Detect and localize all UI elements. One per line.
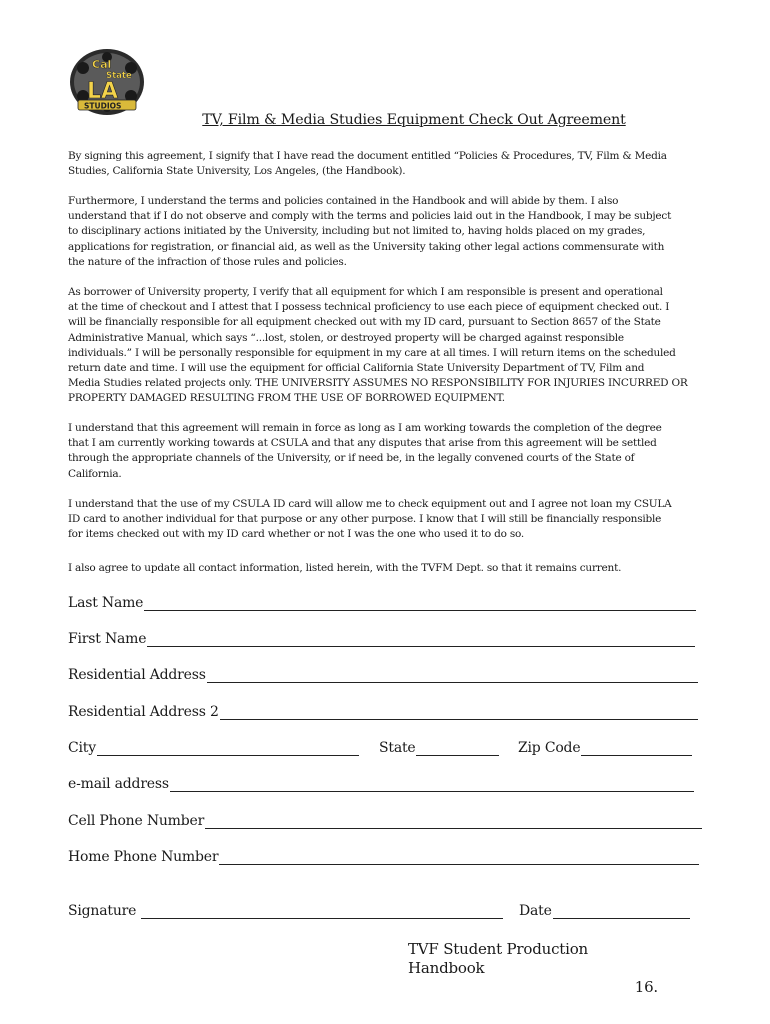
city-line[interactable] xyxy=(97,742,359,756)
handbook-title: TVF Student Production Handbook xyxy=(408,940,588,977)
zip-code-field[interactable] xyxy=(518,740,692,756)
date-line[interactable] xyxy=(553,905,690,919)
first-name-line[interactable] xyxy=(147,633,695,647)
logo-text-state: State xyxy=(106,71,132,81)
home-phone-label: Home Phone Number xyxy=(68,849,219,865)
paragraph-handbook-terms: Furthermore, I understand the terms and policies contained in the Handbook and will abide by them. I also understand that if I do not observe and comply with the terms and policies laid out in the Handbook, I may be subject to disciplinary actions initiated by the University, including but not limited to, having holds placed on my grades, applications for registration, or financial aid, as well as the University taking other legal actions commensurate with the nature of the infraction of those rules and policies. xyxy=(68,195,672,268)
home-phone-line[interactable] xyxy=(219,851,699,865)
zip-code-line[interactable] xyxy=(581,742,692,756)
signature-field[interactable] xyxy=(68,903,503,919)
cell-phone-line[interactable] xyxy=(205,815,702,829)
residential-address-field[interactable] xyxy=(68,667,698,683)
logo-text-cal: Cal xyxy=(92,58,112,71)
paragraph-borrower-responsibility: As borrower of University property, I verify that all equipment for which I am responsible is present and operational at the time of checkout and I attest that I possess technical proficiency to use each piece of equipment checked out. I will be financially responsible for all equipment checked out with my ID card, pursuant to Section 8657 of the State Administrative Manual, which says “...lost, stolen, or destroyed property will be charged against responsible individuals.” I will be personally responsible for equipment in my care at all times. I will return items on the scheduled return date and time. I will use the equipment for official California State University Department of TV, Film and Media Studies related projects only. THE UNIVERSITY ASSUMES NO RESPONSIBILITY FOR INJURIES INCURRED OR PROPERTY DAMAGED RESULTING FROM THE USE OF BORROWED EQUIPMENT. xyxy=(68,286,688,405)
cell-phone-field[interactable] xyxy=(68,813,702,829)
page-number: 16. xyxy=(634,978,658,996)
residential-address-label: Residential Address xyxy=(68,667,206,683)
city-field[interactable] xyxy=(68,740,359,756)
footer xyxy=(408,940,658,997)
logo-text-la: LA xyxy=(87,79,119,104)
paragraph-acknowledgement: By signing this agreement, I signify that I have read the document entitled “Policies & Procedures, TV, Film & Media Studies, California State University, Los Angeles, (the Handbook). xyxy=(68,150,667,178)
city-label: City xyxy=(68,740,96,756)
cal-state-la-studios-logo xyxy=(68,48,146,116)
zip-code-label: Zip Code xyxy=(518,740,581,756)
document-title: TV, Film & Media Studies Equipment Check Out Agreement xyxy=(202,112,626,128)
residential-address-line[interactable] xyxy=(207,669,698,683)
last-name-line[interactable] xyxy=(144,597,696,611)
residential-address-2-label: Residential Address 2 xyxy=(68,704,219,720)
email-line[interactable] xyxy=(170,778,694,792)
signature-label: Signature xyxy=(68,903,137,919)
paragraph-id-card: I understand that the use of my CSULA ID card will allow me to check equipment out and I agree not loan my CSULA ID card to another individual for that purpose or any other purpose. I know that I will still be financially responsible for items checked out with my ID card whether or not I was the one who used it to do so. xyxy=(68,498,672,541)
paragraph-agreement-duration: I understand that this agreement will remain in force as long as I am working towards the completion of the degree that I am currently working towards at CSULA and that any disputes that arise from this agreement will be settled through the appropriate channels of the University, or if need be, in the legally convened courts of the State of California. xyxy=(68,422,662,480)
state-label: State xyxy=(379,740,416,756)
cell-phone-label: Cell Phone Number xyxy=(68,813,205,829)
date-field[interactable] xyxy=(519,903,690,919)
last-name-label: Last Name xyxy=(68,595,144,611)
first-name-field[interactable] xyxy=(68,631,695,647)
state-field[interactable] xyxy=(379,740,499,756)
date-label: Date xyxy=(519,903,552,919)
residential-address-2-line[interactable] xyxy=(220,706,698,720)
last-name-field[interactable] xyxy=(68,595,696,611)
residential-address-2-field[interactable] xyxy=(68,704,698,720)
paragraph-contact-update: I also agree to update all contact information, listed herein, with the TVFM Dept. so that it remains current. xyxy=(68,562,622,574)
email-label: e-mail address xyxy=(68,776,169,792)
signature-line[interactable] xyxy=(141,905,503,919)
state-line[interactable] xyxy=(416,742,499,756)
logo-text-studios: STUDIOS xyxy=(84,101,122,111)
home-phone-field[interactable] xyxy=(68,849,699,865)
first-name-label: First Name xyxy=(68,631,147,647)
email-field[interactable] xyxy=(68,776,694,792)
